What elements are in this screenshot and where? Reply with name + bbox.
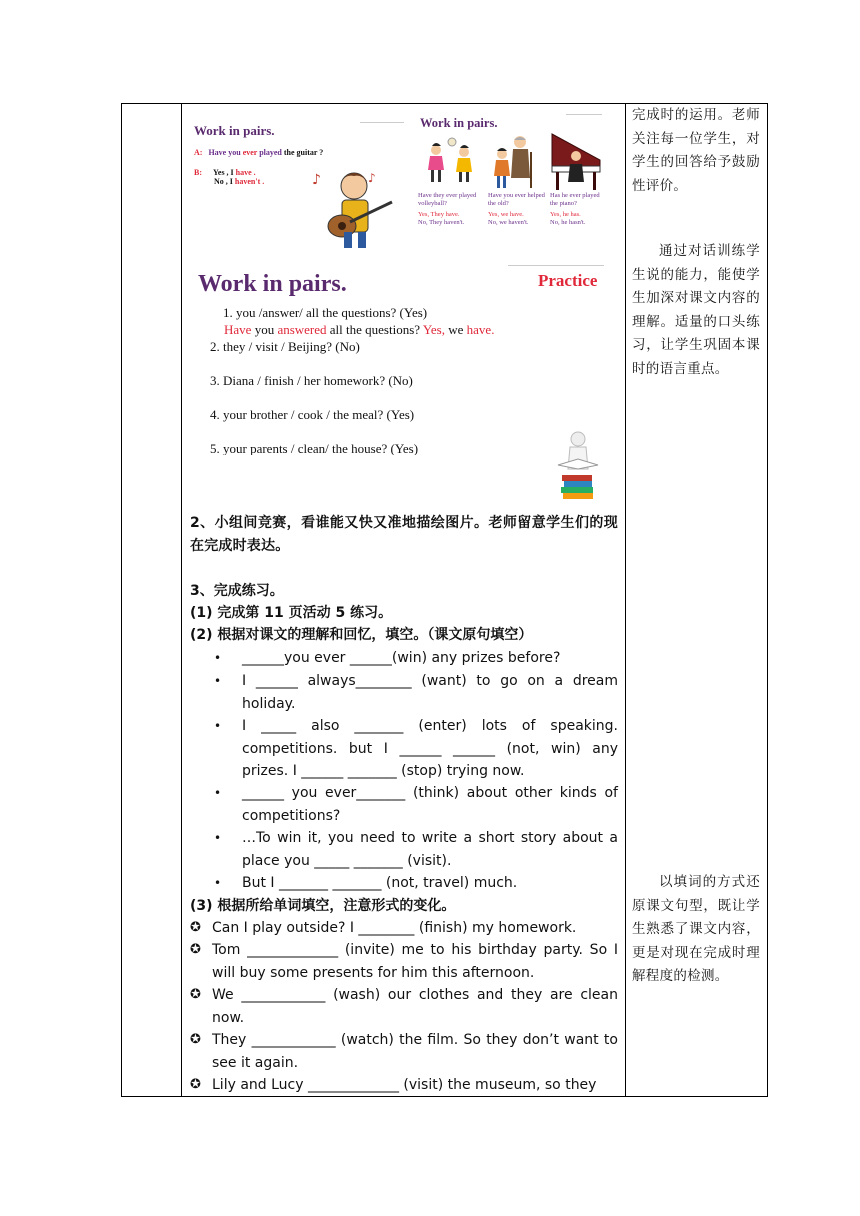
- exercise-item: ✪ They ____________ (watch) the film. So they don’t want to see it again.: [190, 1029, 618, 1074]
- gear-bullet-icon: ✪: [190, 987, 201, 1002]
- bullet-icon: •: [214, 831, 222, 845]
- practice-label: Practice: [538, 271, 598, 290]
- activity-3-heading: 3、完成练习。: [190, 583, 284, 599]
- gear-bullet-icon: ✪: [190, 920, 201, 935]
- list-item: • ______you ever ______(win) any prizes before?: [210, 647, 618, 670]
- person-reading-books-icon: [548, 425, 608, 501]
- caption-piano: Has he ever played the piano? Yes, he has. No, he hasn't.: [550, 192, 600, 226]
- activity-3-2: (2) 根据对课文的理解和回忆，填空。（课文原句填空）: [190, 627, 533, 643]
- bullet-icon: •: [214, 651, 222, 665]
- teaching-note-3: 以填词的方式还原课文句型，既让学生熟悉了课文内容，更是对现在完成时理解程度的检测。: [632, 874, 760, 984]
- activity-2-text: 2、小组间竞赛，看谁能又快又准地描绘图片。老师留意学生们的现在完成时表达。: [190, 515, 618, 554]
- question-5: 5. your parents / clean/ the house? (Yes): [210, 441, 419, 455]
- teaching-note-2: 通过对话训练学生说的能力，能使学生加深对课文内容的理解。适量的口头练习，让学生巩固本课时的语言重点。: [632, 243, 760, 377]
- bullet-icon: •: [214, 876, 222, 890]
- exercise-item: ✪ We ____________ (wash) our clothes and they are clean now.: [190, 984, 618, 1029]
- list-item: • But I _______ _______ (not, travel) much.: [210, 872, 618, 895]
- gear-bullet-icon: ✪: [190, 1077, 201, 1092]
- slide-title: Work in pairs.: [420, 116, 498, 130]
- dialogue-a: A: Have you ever played the guitar ?: [194, 148, 324, 157]
- list-item: • ______ you ever_______ (think) about other kinds of competitions?: [210, 782, 618, 827]
- answer-1: Have you answered all the questions? Yes, we have.: [224, 322, 495, 337]
- slide-rule: [508, 265, 604, 266]
- exercise-item: ✪ Tom _____________ (invite) me to his birthday party. So I will buy some presents for him this afternoon.: [190, 939, 618, 984]
- slide-rule: [566, 114, 602, 115]
- helping-old-man-icon: [486, 132, 542, 192]
- caption-help-old: Have you ever helped the old? Yes, we have. No, we haven't.: [488, 192, 545, 226]
- question-3: 3. Diana / finish / her homework? (No): [210, 373, 413, 388]
- column-divider: [181, 104, 182, 1096]
- slide-work-in-pairs-1: [188, 110, 410, 257]
- list-item: • I _____ also _______ (enter) lots of speaking. competitions. but I ______ ______ (not, win) any prizes. I ______ _______ (stop) trying now.: [210, 715, 618, 783]
- volleyball-players-icon: [422, 136, 478, 186]
- teaching-note-1: 完成时的运用。老师关注每一位学生，对学生的回答给予鼓励性评价。: [632, 107, 760, 194]
- svg-text:♪: ♪: [312, 172, 321, 188]
- piano-player-icon: [548, 130, 604, 194]
- slide-title: Work in pairs.: [198, 271, 347, 297]
- gear-bullet-icon: ✪: [190, 1032, 201, 1047]
- caption-volleyball: Have they ever played volleyball? Yes, They have. No, They haven't.: [418, 192, 477, 226]
- question-1: 1. you /answer/ all the questions? (Yes): [223, 305, 428, 320]
- slide-rule: [360, 122, 404, 123]
- column-divider: [625, 104, 626, 1096]
- bullet-icon: •: [214, 719, 222, 733]
- svg-text:♪: ♪: [368, 171, 376, 185]
- exercise-item: ✪ Can I play outside? I ________ (finish) my homework.: [190, 917, 618, 940]
- slide-work-in-pairs-2: [416, 110, 606, 257]
- boy-with-guitar-icon: [306, 162, 398, 252]
- slide-title: Work in pairs.: [194, 123, 275, 138]
- question-4: 4. your brother / cook / the meal? (Yes): [210, 407, 415, 422]
- exercise-item: ✪ Lily and Lucy _____________ (visit) the museum, so they: [190, 1074, 618, 1096]
- activity-3-1: (1) 完成第 11 页活动 5 练习。: [190, 605, 393, 621]
- list-item: • I ______ always________ (want) to go on a dream holiday.: [210, 670, 618, 715]
- slide-practice: [188, 263, 610, 507]
- activity-3-3: (3) 根据所给单词填空，注意形式的变化。: [190, 898, 456, 914]
- gear-bullet-icon: ✪: [190, 942, 201, 957]
- list-item: • …To win it, you need to write a short story about a place you _____ _______ (visit).: [210, 827, 618, 872]
- bullet-icon: •: [214, 674, 222, 688]
- question-2: 2. they / visit / Beijing? (No): [210, 339, 360, 354]
- bullet-icon: •: [214, 786, 222, 800]
- dialogue-b: B: Yes , I have . No , I haven't .: [194, 168, 265, 186]
